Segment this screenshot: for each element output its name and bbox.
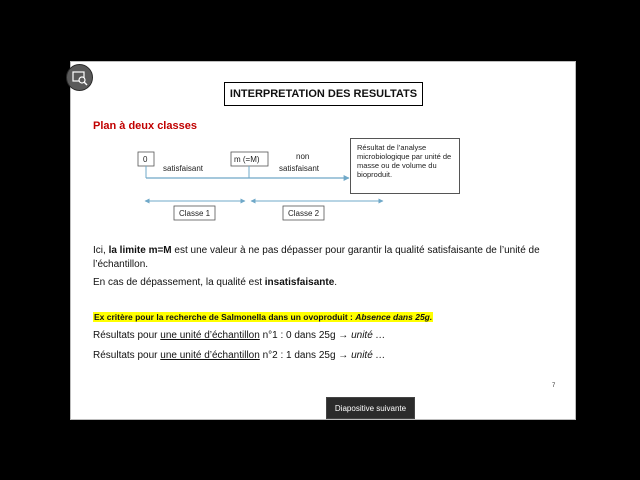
- non-satisfaisant-label: satisfaisant: [279, 164, 320, 173]
- two-class-diagram: [71, 62, 577, 242]
- result-box: [350, 138, 460, 194]
- paragraph-limit-post: est une valeur à ne pas dépasser pour garantir la qualité satisfaisante de l’unité de l’échantillon.: [93, 245, 540, 270]
- paragraph-exceed-post: .: [334, 277, 338, 288]
- result2-italic: unité …: [351, 350, 386, 361]
- slide: [70, 61, 576, 420]
- classe1-label: Classe 1: [179, 209, 211, 218]
- result2-post: n°2 : 1 dans 25g →: [259, 350, 352, 361]
- next-slide-button[interactable]: [326, 397, 415, 419]
- example-criterion: [93, 310, 433, 325]
- slide-view-icon[interactable]: [66, 64, 93, 91]
- paragraph-exceed-pre: En cas de dépassement, la qualité est: [93, 277, 265, 288]
- example-text: Ex critère pour la recherche de Salmonella dans un ovoproduit :: [94, 312, 356, 322]
- result-line-2: [93, 349, 386, 363]
- zero-label: 0: [143, 155, 148, 164]
- satisfaisant-label: satisfaisant: [163, 164, 204, 173]
- paragraph-exceed-bold: insatisfaisante: [264, 277, 335, 288]
- non-label: non: [296, 152, 310, 161]
- result1-pre: Résultats pour: [93, 330, 161, 341]
- paragraph-limit-pre: Ici,: [93, 245, 109, 256]
- classe2-label: Classe 2: [288, 209, 320, 218]
- page-number: 7: [552, 383, 556, 389]
- result1-underline: une unité d’échantillon: [160, 330, 260, 341]
- slide-subtitle: Plan à deux classes: [93, 120, 197, 132]
- example-italic: Absence dans 25g.: [355, 312, 433, 322]
- result-box-text: Résultat de l’analyse microbiologique par unité de masse ou de volume du bioproduit.: [357, 143, 452, 179]
- next-slide-label: Diapositive suivante: [334, 404, 407, 413]
- paragraph-exceed: [93, 276, 563, 290]
- paragraph-limit: [93, 244, 563, 272]
- result1-italic: unité …: [351, 330, 386, 341]
- m-label: m (=M): [234, 155, 260, 164]
- example-highlight: [93, 312, 433, 322]
- paragraph-limit-bold: la limite m=M: [108, 245, 172, 256]
- result1-post: n°1 : 0 dans 25g →: [259, 330, 352, 341]
- result2-underline: une unité d’échantillon: [160, 350, 260, 361]
- slide-title: INTERPRETATION DES RESULTATS: [229, 88, 418, 100]
- result2-pre: Résultats pour: [93, 350, 161, 361]
- result-line-1: [93, 329, 386, 343]
